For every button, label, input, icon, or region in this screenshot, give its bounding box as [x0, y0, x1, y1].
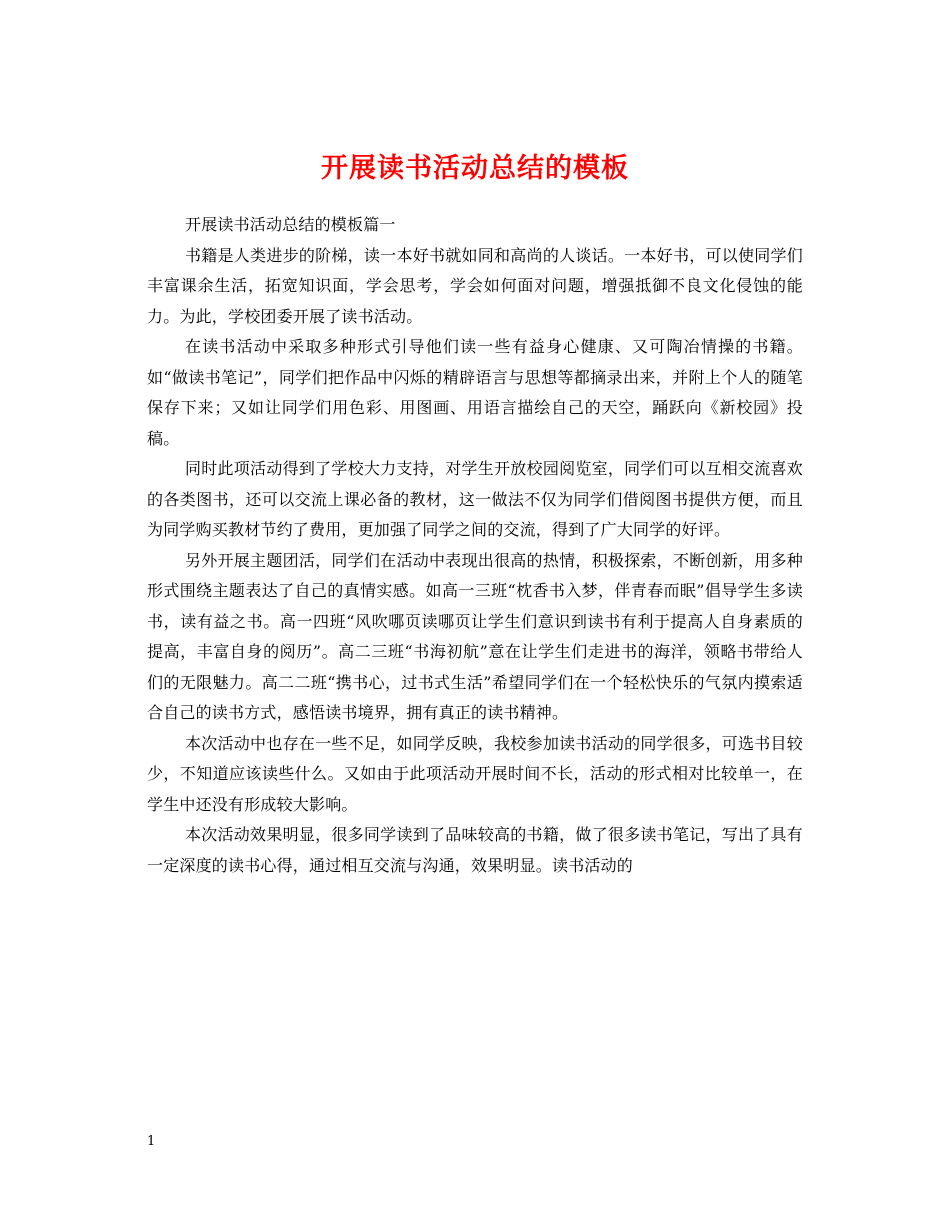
- paragraph: 另外开展主题团活，同学们在活动中表现出很高的热情，积极探索，不断创新，用多种形式围绕主题表达了自己的真情实感。如高一三班“枕香书入梦，伴青春而眠”倡导学生多读书，读有益之书。高一四班“风吹哪页读哪页让学生们意识到读书有利于提高人自身素质的提高，丰富自身的阅历”。高二三班“书海初航”意在让学生们走进书的海洋，领略书带给人们的无限魅力。高二二班“携书心，过书式生活”希望同学们在一个轻松快乐的气氛内摸索适合自己的读书方式，感悟读书境界，拥有真正的读书精神。: [147, 550, 803, 722]
- document-body: [147, 210, 803, 881]
- paragraph: 本次活动中也存在一些不足，如同学反映，我校参加读书活动的同学很多，可选书目较少，不知道应该读些什么。又如由于此项活动开展时间不长，活动的形式相对比较单一，在学生中还没有形成较大影响。: [147, 733, 803, 814]
- paragraph: 同时此项活动得到了学校大力支持，对学生开放校园阅览室，同学们可以互相交流喜欢的各类图书，还可以交流上课必备的教材，这一做法不仅为同学们借阅图书提供方便，而且为同学购买教材节约了费用，更加强了同学之间的交流，得到了广大同学的好评。: [147, 459, 803, 539]
- section-heading: 开展读书活动总结的模板篇一: [185, 215, 396, 234]
- paragraph: 书籍是人类进步的阶梯，读一本好书就如同和高尚的人谈话。一本好书，可以使同学们丰富课余生活，拓宽知识面，学会思考，学会如何面对问题，增强抵御不良文化侵蚀的能力。为此，学校团委开展了读书活动。: [147, 245, 803, 326]
- page-number: 1: [147, 1134, 156, 1149]
- page-title: 开展读书活动总结的模板: [321, 153, 629, 185]
- paragraph: 本次活动效果明显，很多同学读到了品味较高的书籍，做了很多读书笔记，写出了具有一定深度的读书心得，通过相互交流与沟通，效果明显。读书活动的: [147, 825, 803, 875]
- paragraph: 在读书活动中采取多种形式引导他们读一些有益身心健康、又可陶冶情操的书籍。如“做读书笔记”，同学们把作品中闪烁的精辟语言与思想等都摘录出来，并附上个人的随笔保存下来；又如让同学们用色彩、用图画、用语言描绘自己的天空，踊跃向《新校园》投稿。: [147, 337, 803, 448]
